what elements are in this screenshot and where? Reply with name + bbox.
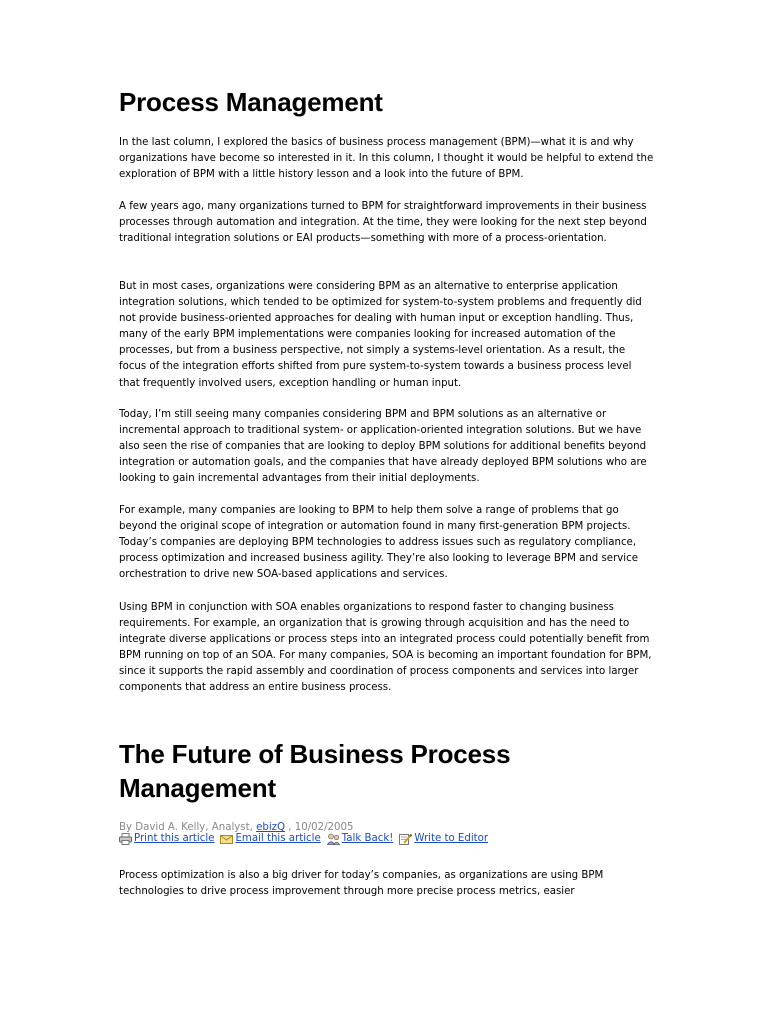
paragraph: Today, I’m still seeing many companies considering BPM and BPM solutions as an alternative or incremental approach to traditional system- or application-oriented integration solutions. But we have also seen the rise of companies that are looking to deploy BPM solutions for additional benefits beyond integration or automation goals, and the companies that have already deployed BPM solutions who are looking to gain incremental advantages from their initial deployments. xyxy=(119,409,647,485)
paragraph: But in most cases, organizations were considering BPM as an alternative to enterprise application integration solutions, which tended to be optimized for system-to-system problems and frequently did not provide business-oriented approaches for dealing with human input or exception handling. Thus, many of the early BPM implementations were companies looking for increased automation of the processes, but from a business perspective, not simply a systems-level orientation. As a result, the focus of the integration efforts shifted from pure system-to-system towards a business process level that frequently involved users, exception handling or human input. xyxy=(119,281,642,389)
paragraph: In the last column, I explored the basics of business process management (BPM)—what it is and why organizations have become so interested in it. In this column, I thought it would be helpful to extend the exploration of BPM with a little history lesson and a look into the future of BPM. xyxy=(119,137,654,181)
printer-icon xyxy=(119,833,132,845)
print-article-action[interactable] xyxy=(119,832,214,846)
company-link[interactable]: ebizQ xyxy=(256,822,286,833)
write-to-editor-action[interactable] xyxy=(399,832,488,846)
section-title-process-management: Process Management xyxy=(119,87,383,117)
article-actions xyxy=(119,832,494,846)
write-to-editor-link[interactable]: Write to Editor xyxy=(414,833,489,844)
pencil-note-icon xyxy=(399,833,412,845)
paragraph: Using BPM in conjunction with SOA enables organizations to respond faster to changing business requirements. For example, an organization that is growing through acquisition and has the need to integrate diverse applications or process steps into an integrated process could potentially benefit from BPM running on top of an SOA. For many companies, SOA is becoming an important foundation for BPM, since it supports the rapid assembly and coordination of process components and services into larger components that address an entire business process. xyxy=(119,602,652,694)
paragraph: Process optimization is also a big driver for today’s companies, as organizations are using BPM technologies to drive process improvement through more precise process metrics, easier xyxy=(119,870,604,898)
email-article-action[interactable] xyxy=(220,832,320,846)
byline-author: By David A. Kelly, Analyst, xyxy=(119,822,257,833)
section-title-future-of-bpm: The Future of Business Process Management xyxy=(119,739,511,803)
email-article-link[interactable]: Email this article xyxy=(235,833,321,844)
byline-date: , 10/02/2005 xyxy=(285,822,354,833)
print-article-link[interactable]: Print this article xyxy=(134,833,215,844)
people-talk-icon xyxy=(327,833,340,845)
talk-back-action[interactable] xyxy=(327,832,394,846)
envelope-icon xyxy=(220,833,233,845)
talk-back-link[interactable]: Talk Back! xyxy=(341,833,394,844)
paragraph: A few years ago, many organizations turned to BPM for straightforward improvements in their business processes through automation and integration. At the time, they were looking for the next step beyond traditional integration solutions or EAI products—something with more of a process-orientation. xyxy=(119,201,647,245)
paragraph: For example, many companies are looking to BPM to help them solve a range of problems that go beyond the original scope of integration or automation found in many first-generation BPM projects. Today’s companies are deploying BPM technologies to address issues such as regulatory compliance, process optimization and increased business agility. They’re also looking to leverage BPM and service orchestration to drive new SOA-based applications and services. xyxy=(119,505,638,581)
